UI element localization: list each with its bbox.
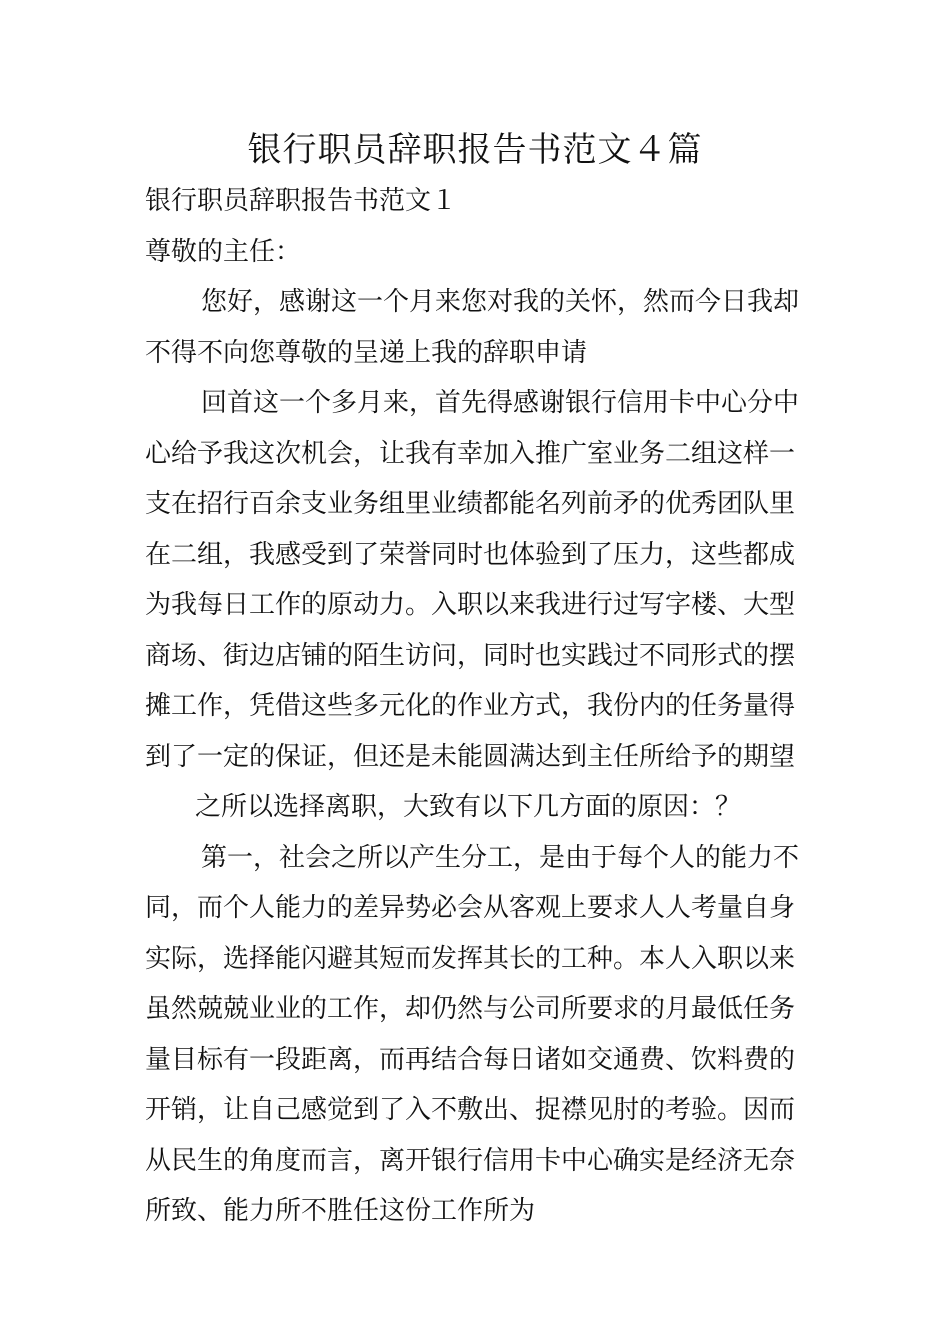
- document-title: 银行职员辞职报告书范文４篇: [247, 130, 703, 170]
- text-line: 开销，让自己感觉到了入不敷出、捉襟见肘的考验。因而: [145, 1095, 796, 1125]
- text-line: 从民生的角度而言，离开银行信用卡中心确实是经济无奈: [145, 1145, 796, 1176]
- salutation: 尊敬的主任：: [145, 236, 302, 267]
- text-line: 心给予我这次机会，让我有幸加入推广室业务二组这样一: [145, 438, 796, 469]
- text-line: 实际，选择能闪避其短而发挥其长的工种。本人入职以来: [145, 943, 796, 974]
- text-line: 第一，社会之所以产生分工，是由于每个人的能力不: [201, 842, 800, 873]
- text-line: 摊工作，凭借这些多元化的作业方式，我份内的任务量得: [145, 691, 796, 721]
- text-line: 支在招行百余支业务组里业绩都能名列前矛的优秀团队里: [145, 489, 796, 519]
- paragraph-lines: [145, 277, 811, 1237]
- text-line: 到了一定的保证，但还是未能圆满达到主任所给予的期望: [145, 741, 796, 772]
- document-body: [145, 176, 811, 1237]
- text-line: 商场、街边店铺的陌生访问，同时也实践过不同形式的摆: [145, 640, 796, 671]
- text-line: 所致、能力所不胜任这份工作所为: [145, 1196, 536, 1226]
- text-line: 在二组，我感受到了荣誉同时也体验到了压力，这些都成: [145, 539, 796, 570]
- text-line: 虽然兢兢业业的工作，却仍然与公司所要求的月最低任务: [145, 994, 796, 1024]
- text-line: 量目标有一段距离，而再结合每日诸如交通费、饮料费的: [145, 1044, 796, 1075]
- section-heading: 银行职员辞职报告书范文１: [145, 186, 458, 216]
- text-line: 为我每日工作的原动力。入职以来我进行过写字楼、大型: [145, 590, 796, 620]
- text-line: 回首这一个多月来，首先得感谢银行信用卡中心分中: [201, 388, 800, 418]
- text-line: 不得不向您尊敬的呈递上我的辞职申请: [145, 337, 588, 368]
- text-line: 您好，感谢这一个月来您对我的关怀，然而今日我却: [201, 287, 800, 317]
- text-line: 同，而个人能力的差异势必会从客观上要求人人考量自身: [145, 893, 796, 923]
- text-line: 之所以选择离职，大致有以下几方面的原因：？: [195, 792, 742, 822]
